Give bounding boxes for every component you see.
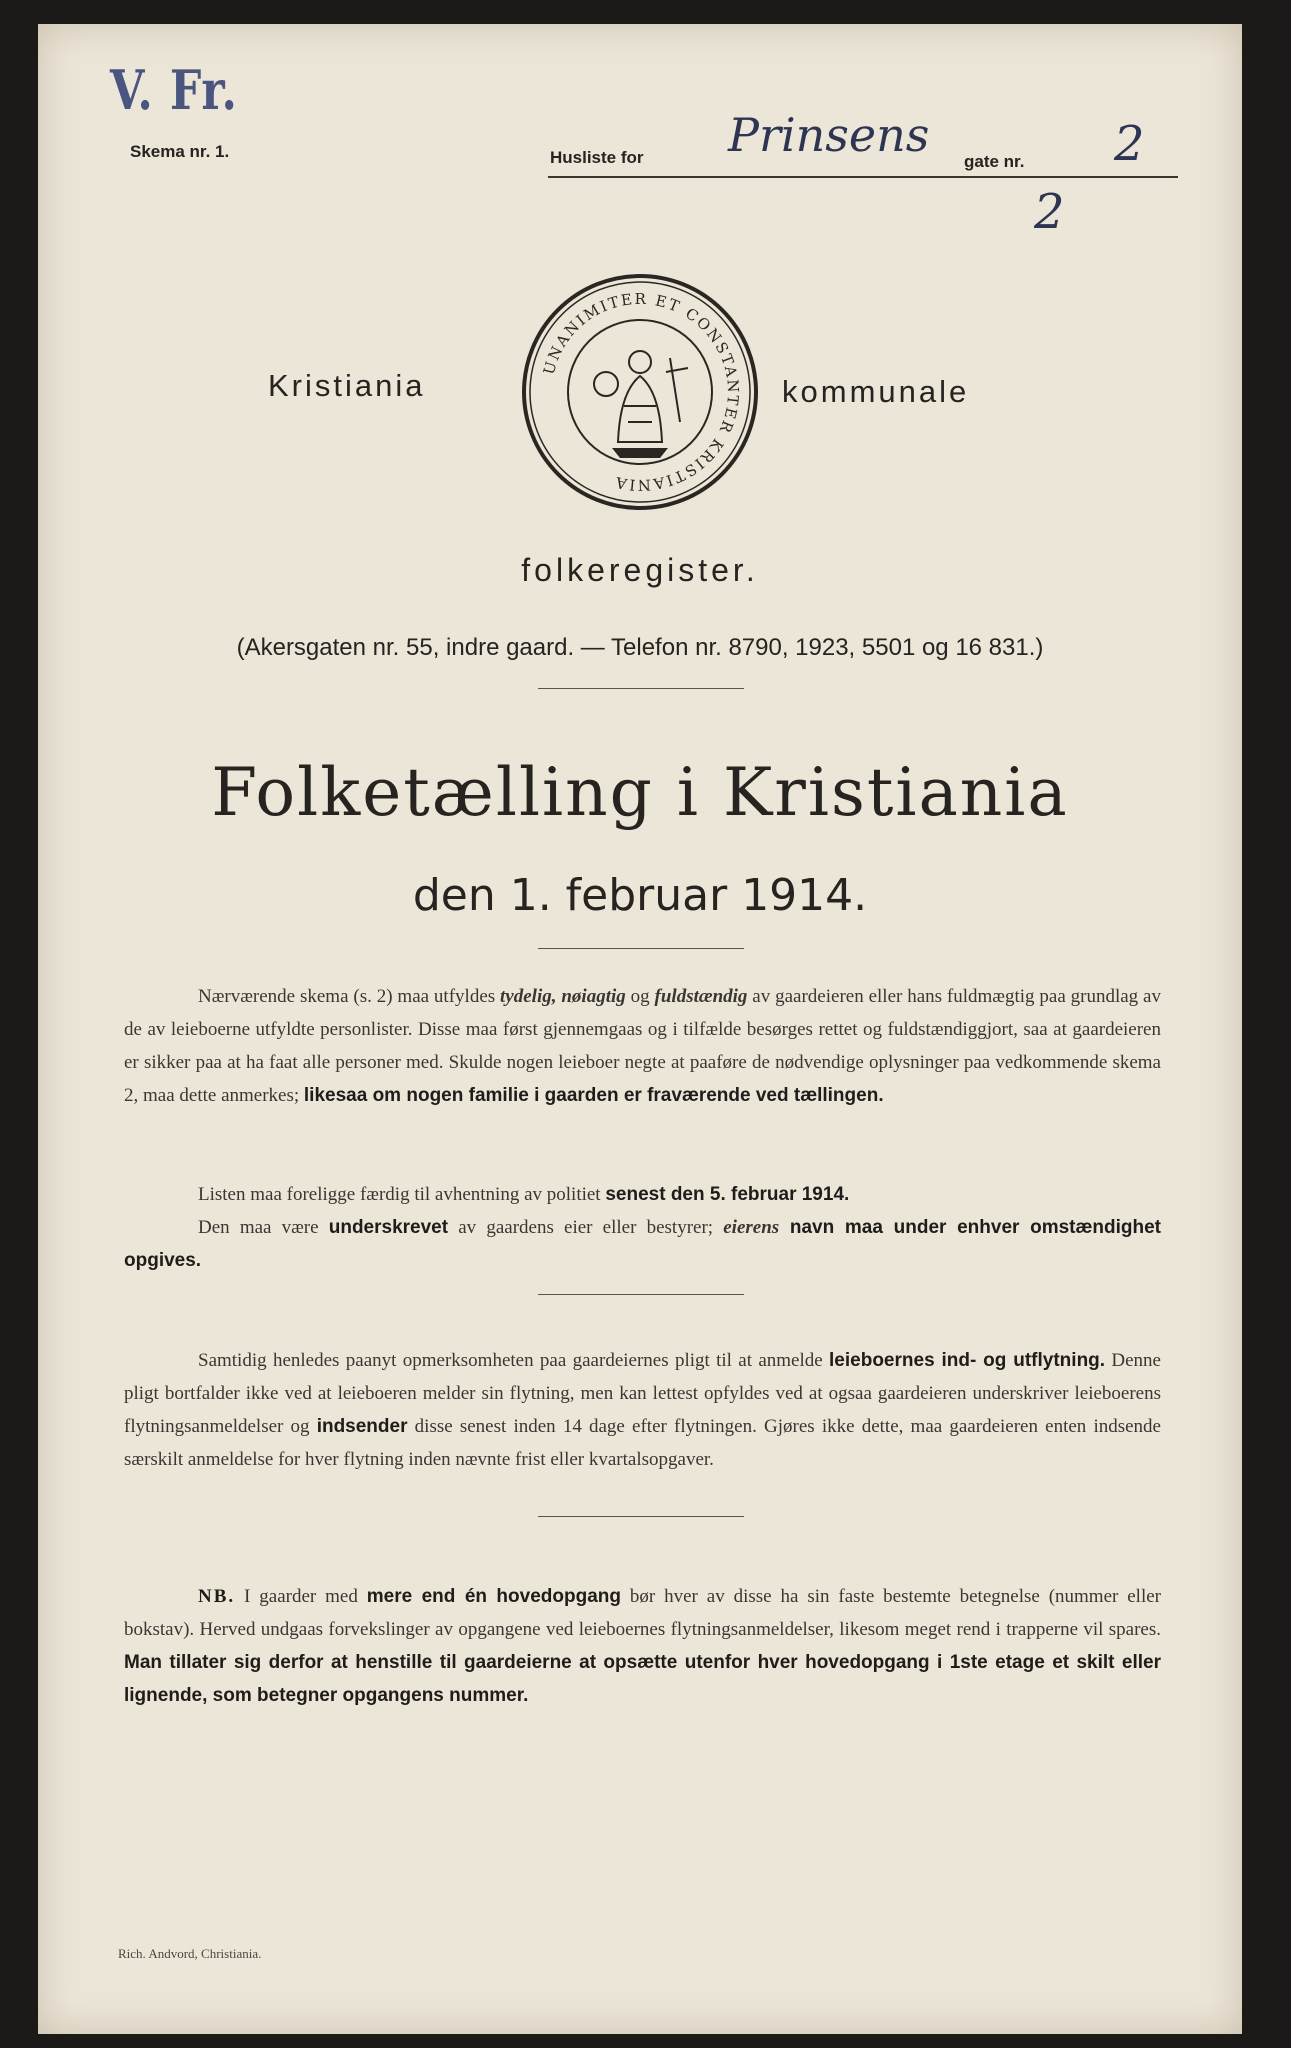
page-title: Folketælling i Kristiania [211, 754, 1069, 831]
bold-text: Man tillater sig derfor at henstille til gaardeierne at opsætte utenfor hver hovedopgang i 1ste etage et skilt eller lignende, som betegner opgangens nummer. [124, 1652, 1161, 1706]
text: Den maa være [198, 1217, 329, 1238]
bold-text: likesaa om nogen familie i gaarden er fraværende ved tællingen. [303, 1085, 884, 1106]
skema-number: Skema nr. 1. [130, 142, 230, 161]
gate-label: gate nr. [964, 152, 1025, 171]
org-right-word: kommunale [782, 374, 970, 409]
street-name-handwritten: Prinsens [728, 108, 930, 162]
bold-text: underskrevet [328, 1217, 449, 1238]
nb-paragraph [124, 1580, 1161, 1712]
census-form-page [38, 24, 1242, 2034]
svg-text:UNANIMITER ET CONSTANTER KRIST: UNANIMITER ET CONSTANTER KRISTIANIA [539, 289, 743, 495]
corner-mark: V. Fr. [110, 58, 238, 122]
bold-text: navn maa under enhver omstændighet opgives. [124, 1217, 1161, 1271]
text: bør hver av disse ha sin faste bestemte betegnelse (nummer eller bokstav). Herved undgaas forvekslinger av opgangene ved leieboernes flytningsanmeldelser, likesom meget rend i trapperne vil spares. [124, 1586, 1161, 1640]
instructions-paragraph-2 [124, 1178, 1161, 1211]
nb-label: NB. [198, 1586, 236, 1607]
city-seal-icon [520, 272, 760, 512]
text: Samtidig henledes paanyt opmerksomheten paa gaardeiernes pligt til at anmelde [198, 1350, 830, 1371]
text: og [625, 986, 655, 1007]
text: disse senest inden 14 dage efter flytningen. Gjøres ikke dette, maa gaardeieren enten indsende særskilt anmeldelse for hver flytning inden nævnte frist eller kvartalsopgaver. [124, 1416, 1161, 1470]
folkeregister-heading: folkeregister. [521, 552, 759, 588]
census-date: den 1. februar 1914. [412, 870, 868, 921]
instructions-paragraph-1 [124, 980, 1161, 1112]
divider [538, 1294, 744, 1295]
divider [538, 948, 744, 949]
divider [538, 688, 744, 689]
bold-text: senest den 5. februar 1914. [605, 1184, 850, 1205]
text: av gaardeieren eller hans fuldmægtig paa grundlag av de av leieboerne utfyldte personlister. Disse maa først gjennemgaas og i tilfælde besørges rettet og fuldstændiggjort, saa at gaardeieren er sikker paa at ha faat alle personer med. Skulde nogen leieboer negte at paaføre de nødvendige oplysninger paa vedkommende skema 2, maa dette anmerkes; [124, 986, 1161, 1106]
text: av gaardens eier eller bestyrer; [448, 1217, 724, 1238]
bold-text: mere end én hovedopgang [366, 1586, 621, 1607]
bold-text: leieboernes ind- og utflytning. [829, 1350, 1106, 1371]
gate-number-handwritten: 2 [1114, 116, 1145, 172]
divider [538, 1516, 744, 1517]
emphasis: eierens [723, 1217, 780, 1238]
office-address: (Akersgaten nr. 55, indre gaard. — Telefon nr. 8790, 1923, 5501 og 16 831.) [236, 634, 1044, 661]
text: Denne pligt bortfalder ikke ved at leieboeren melder sin flytning, men kan lettest opfyldes ved at ogsaa gaardeieren underskriver leieboerens flytningsanmeldelser og [124, 1350, 1161, 1437]
moving-notice-paragraph [124, 1344, 1161, 1476]
text: I gaarder med [235, 1586, 367, 1607]
husliste-label: Husliste for [550, 148, 644, 167]
emphasis: tydelig, nøiagtig [500, 986, 626, 1007]
printer-credit: Rich. Andvord, Christiania. [118, 1946, 262, 1961]
emphasis: fuldstændig [654, 986, 748, 1007]
extra-number-handwritten: 2 [1034, 184, 1065, 240]
org-left-word: Kristiania [268, 368, 426, 403]
bold-text: indsender [316, 1416, 408, 1437]
text: Nærværende skema (s. 2) maa utfyldes [198, 986, 501, 1007]
instructions-paragraph-3 [124, 1211, 1161, 1277]
text: Listen maa foreligge færdig til avhentning av politiet [198, 1184, 606, 1205]
husliste-underline [548, 176, 1178, 178]
